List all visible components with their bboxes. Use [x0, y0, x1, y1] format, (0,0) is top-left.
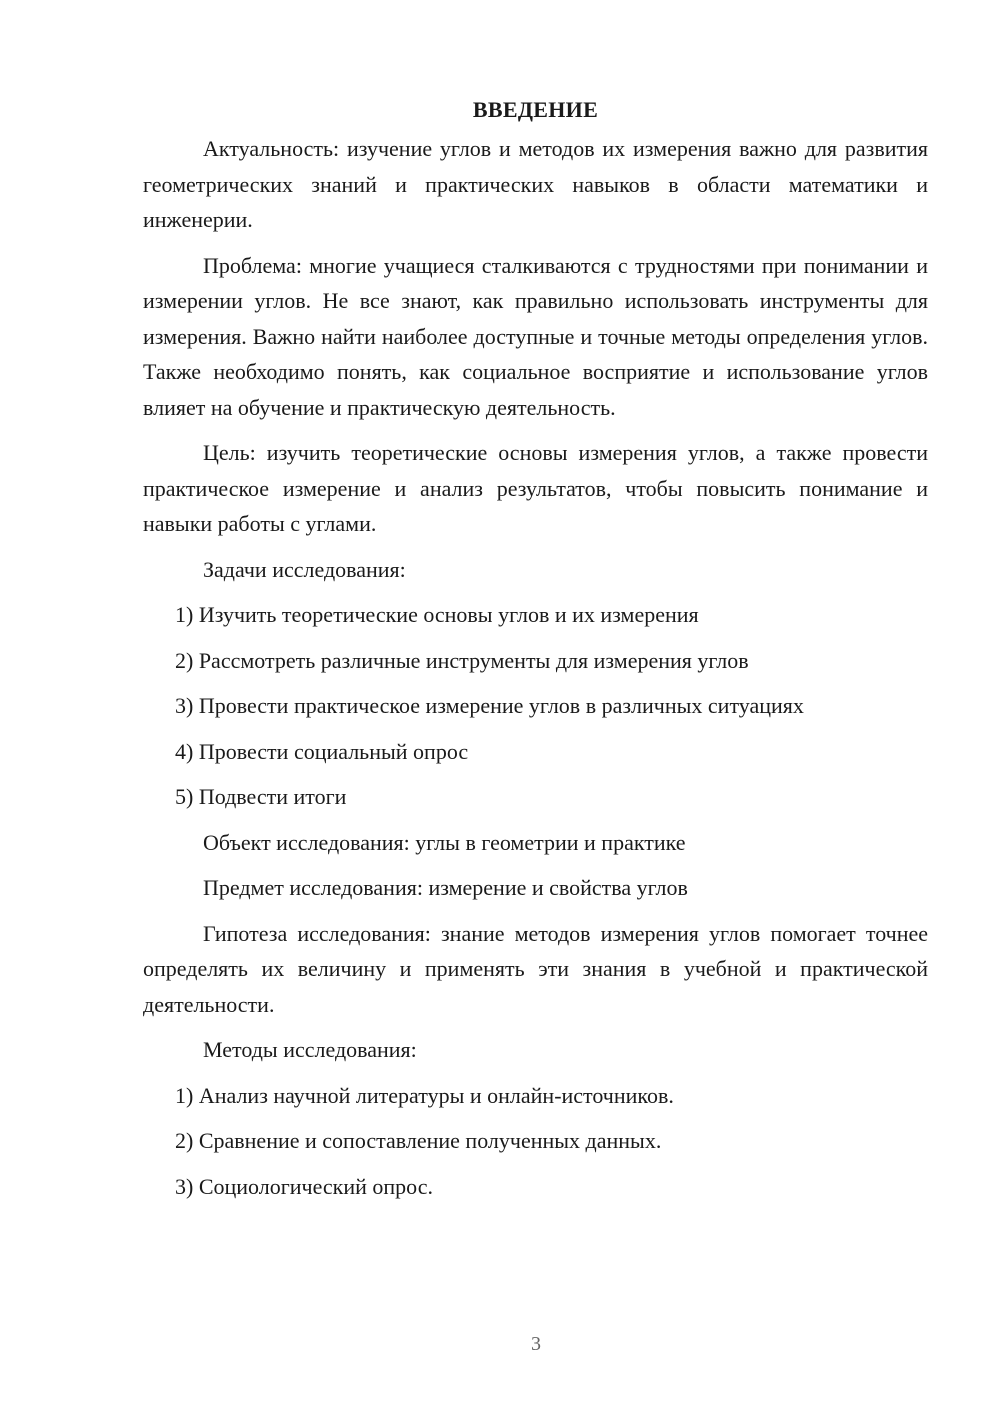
tasks-list [143, 597, 928, 815]
problem-paragraph: Проблема: многие учащиеся сталкиваются с трудностями при понимании и измерении углов. Не все знают, как правильно использовать инструменты для измерения. Важно найти наиболее доступные и точные методы определения углов. Также необходимо понять, как социальное восприятие и использование углов влияет на обучение и практическую деятельность. [143, 252, 928, 420]
list-item: 4) Провести социальный опрос [175, 738, 469, 764]
subject-line: Предмет исследования: измерение и свойства углов [203, 875, 688, 900]
tasks-heading: Задачи исследования: [203, 556, 406, 582]
page-number: 3 [531, 1333, 541, 1355]
methods-list [143, 1078, 928, 1205]
object-line: Объект исследования: углы в геометрии и практике [203, 829, 686, 855]
hypothesis-paragraph: Гипотеза исследования: знание методов измерения углов помогает точнее определять их величину и применять эти знания в учебной и практической деятельности. [143, 920, 928, 1017]
relevance-paragraph: Актуальность: изучение углов и методов их измерения важно для развития геометрических знаний и практических навыков в области математики и инженерии. [143, 136, 928, 232]
section-title: ВВЕДЕНИЕ [472, 97, 599, 122]
document-page [143, 95, 928, 1214]
goal-paragraph: Цель: изучить теоретические основы измерения углов, а также провести практическое измерение и анализ результатов, чтобы повысить понимание и навыки работы с углами. [143, 440, 928, 536]
list-item: 5) Подвести итоги [175, 784, 347, 809]
list-item: 2) Сравнение и сопоставление полученных данных. [175, 1128, 662, 1153]
list-item: 3) Социологический опрос. [175, 1173, 433, 1199]
list-item: 2) Рассмотреть различные инструменты для измерения углов [175, 647, 749, 673]
methods-heading: Методы исследования: [203, 1037, 417, 1062]
list-item: 1) Анализ научной литературы и онлайн-источников. [175, 1082, 674, 1108]
list-item: 1) Изучить теоретические основы углов и их измерения [175, 602, 699, 627]
list-item: 3) Провести практическое измерение углов в различных ситуациях [175, 693, 804, 718]
